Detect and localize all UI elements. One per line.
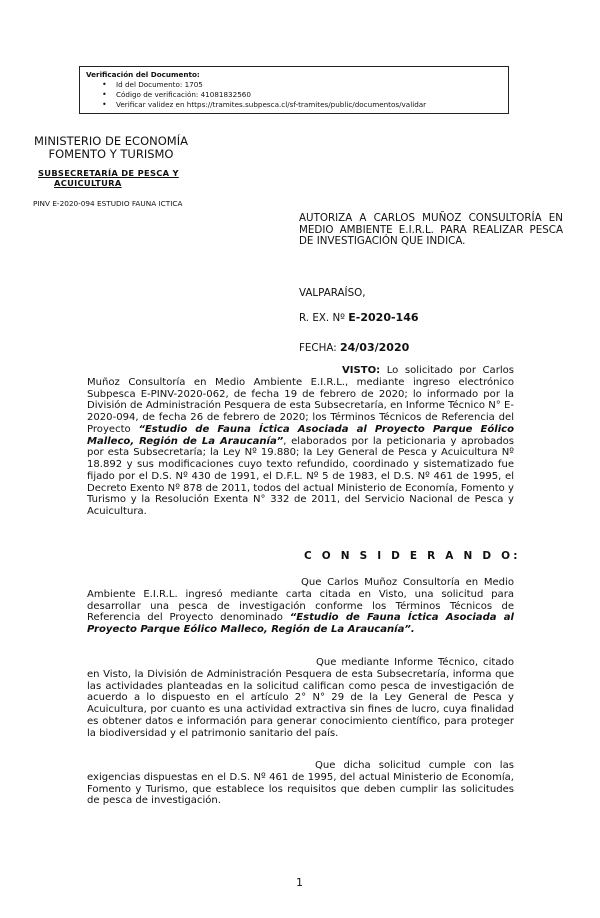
ministry-heading [30,135,192,161]
verification-url[interactable]: • Verificar validez en https://tramites.subpesca.cl/sf-tramites/public/documentos/validar [116,100,502,110]
p1-project: “Estudio de Fauna Íctica Asociada al Proyecto Parque Eólico Malleco, Región de La Araucanía”. [87,612,515,635]
subsecretaria-line1: SUBSECRETARÍA DE PESCA Y [38,168,179,178]
ministry-line2: FOMENTO Y TURISMO [48,147,174,161]
verification-box [79,66,509,114]
ministry-line1: MINISTERIO DE ECONOMÍA [34,134,188,148]
verification-id: • Id del Documento: 1705 [116,80,502,90]
considerando-paragraph-1 [87,577,514,636]
reference-code: PINV E-2020-094 ESTUDIO FAUNA ICTICA [33,199,183,208]
subsecretaria-line2: ACUICULTURA [54,178,122,188]
verification-list [86,80,502,110]
fecha-value: 24/03/2020 [339,341,410,354]
visto-label: VISTO: [342,365,381,376]
considerando-paragraph-3: Que dicha solicitud cumple con las exigencias dispuestas en el D.S. Nº 461 de 1995, del actual Ministerio de Economía, Fomento y Turismo, que establece los requisitos que deben cumplir las solicitudes de pesca de investigación. [87,760,514,807]
considerando-paragraph-2: Que mediante Informe Técnico, citado en Visto, la División de Administración Pesquera de esta Subsecretaría, informa que las actividades planteadas en la solicitud califican como pesca de investigación de acuerdo a lo dispuesto en el artículo 2° N° 29 de la Ley General de Pesca y Acuicultura, por cuanto es una actividad extractiva sin fines de lucro, cuya finalidad es obtener datos e información para generar conocimiento científico, para proteger la biodiversidad y el patrimonio sanitario del país. [87,657,514,739]
visto-project: “Estudio de Fauna Íctica Asociada al Proyecto Parque Eólico Malleco, Región de La Araucanía” [87,423,515,447]
p1-text: Que Carlos Muñoz Consultoría en Medio Ambiente E.I.R.L. ingresó mediante carta citada en Visto, una solicitud para desarrollar una pesca de investigación conforme los Términos Técnicos de Referencia del Proyecto denominado [87,577,514,624]
verification-title: Verificación del Documento: [86,70,200,79]
resolution-title: AUTORIZA A CARLOS MUÑOZ CONSULTORÍA EN MEDIO AMBIENTE E.I.R.L. PARA REALIZAR PESCA DE INVESTIGACIÓN QUE INDICA. [299,212,563,247]
page-number: 1 [296,876,303,889]
rex-value: E-2020-146 [348,311,419,324]
resolution-date [299,341,409,354]
considerando-heading: C O N S I D E R A N D O: [304,550,521,562]
visto-text1: Lo solicitado por Carlos Muñoz Consultoría en Medio Ambiente E.I.R.L., mediante ingreso electrónico Subpesca E-PINV-2020-062, de fecha 19 de febrero de 2020; lo informado por la División de Administración Pesquera de esta Subsecretaría, en Informe Técnico N° E-2020-094, de fecha 26 de febrero de 2020; los Términos Técnicos de Referencia del Proyecto [87,365,514,435]
verification-code: • Código de verificación: 41081832560 [116,90,502,100]
place-label: VALPARAÍSO, [299,287,366,299]
visto-text2: , elaborados por la peticionaria y aprobados por esta Subsecretaría; la Ley Nº 19.880; la Ley General de Pesca y Acuicultura Nº 18.892 y sus modificaciones cuyo texto refundido, coordinado y sistematizado fue fijado por el D.S. Nº 430 de 1991, el D.F.L. Nº 5 de 1983, el D.S. Nº 461 de 1995, el Decreto Exento Nº 878 de 2011, todos del actual Ministerio de Economía, Fomento y Turismo y la Resolución Exenta N° 332 de 2011, del Servicio Nacional de Pesca y Acuicultura. [87,435,514,517]
resolution-number [299,311,419,324]
visto-paragraph [87,365,514,518]
fecha-label: FECHA: [299,342,337,354]
rex-label: R. EX. Nº [299,312,345,324]
subsecretaria-heading [38,168,208,188]
